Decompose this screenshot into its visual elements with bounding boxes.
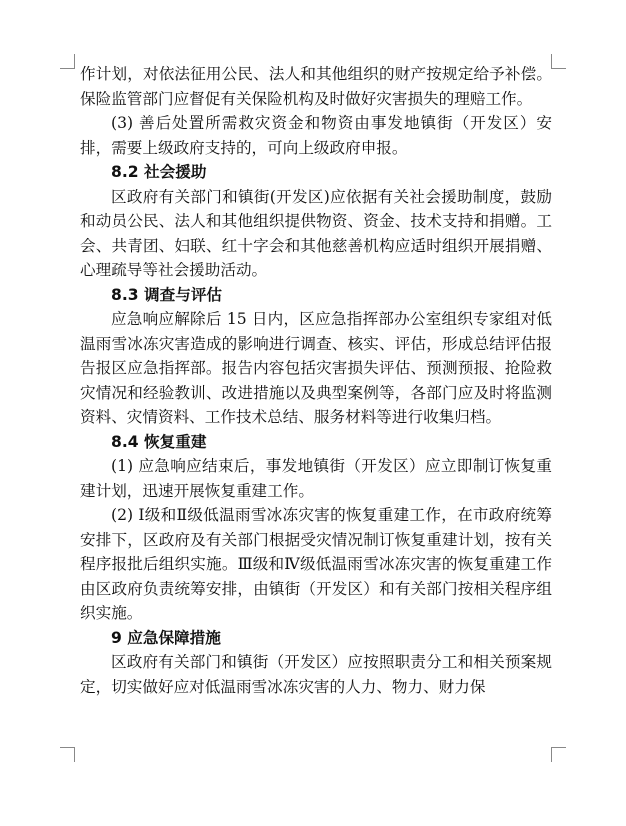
paragraph-recovery-2: (2) Ⅰ级和Ⅱ级低温雨雪冰冻灾害的恢复重建工作，在市政府统筹安排下，区政府及有关部门根据受灾情况制订恢复重建计划，按有关程序报批后组织实施。Ⅲ级和Ⅳ级低温雨雪冰冻灾害的恢复重建工作由区政府负责统筹安排，由镇街（开发区）和有关部门按相关程序组织实施。: [80, 506, 552, 622]
paragraph-investigation-evaluation: 应急响应解除后 15 日内，区应急指挥部办公室组织专家组对低温雨雪冰冻灾害造成的影响进行调查、核实、评估，形成总结评估报告报区应急指挥部。报告内容包括灾害损失评估、预测预报、抢险救灾情况和经验教训、改进措施以及典型案例等，各部门应及时将监测资料、灾情资料、工作技术总结、服务材料等进行收集归档。: [80, 310, 552, 426]
paragraph-emergency-support: 区政府有关部门和镇街（开发区）应按照职责分工和相关预案规定，切实做好应对低温雨雪冰冻灾害的人力、物力、财力保: [80, 653, 552, 696]
document-body: [80, 62, 552, 730]
crop-mark-top-left: [60, 54, 75, 69]
heading-recovery-reconstruction: 8.4 恢复重建: [111, 432, 207, 451]
paragraph-continued: 作计划，对依法征用公民、法人和其他组织的财产按规定给予补偿。保险监管部门应督促有关保险机构及时做好灾害损失的理赔工作。: [80, 65, 552, 108]
paragraph-social-assistance: 区政府有关部门和镇街(开发区)应依据有关社会援助制度，鼓励和动员公民、法人和其他组织提供物资、资金、技术支持和捐赠。工会、共青团、妇联、红十字会和其他慈善机构应适时组织开展捐赠、心理疏导等社会援助活动。: [80, 187, 552, 279]
heading-emergency-support: 9 应急保障措施: [111, 628, 221, 647]
crop-mark-bottom-left: [60, 747, 75, 762]
crop-mark-bottom-right: [551, 747, 566, 762]
paragraph-aftercare-funding: (3) 善后处置所需救灾资金和物资由事发地镇街（开发区）安排，需要上级政府支持的，可向上级政府申报。: [80, 114, 552, 157]
heading-social-assistance: 8.2 社会援助: [111, 163, 207, 181]
heading-investigation-evaluation: 8.3 调查与评估: [111, 285, 223, 304]
paragraph-recovery-1: (1) 应急响应结束后，事发地镇街（开发区）应立即制订恢复重建计划，迅速开展恢复重建工作。: [80, 457, 552, 500]
crop-mark-top-right: [551, 54, 566, 69]
